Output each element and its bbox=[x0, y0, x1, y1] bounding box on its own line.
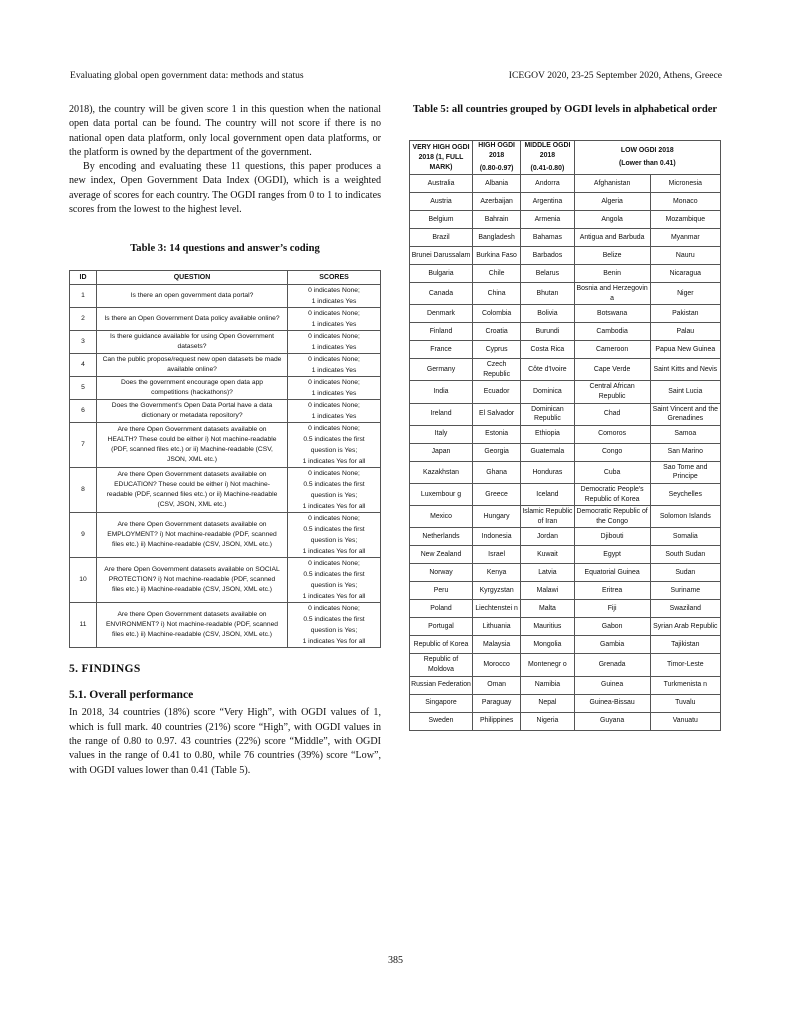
table3-caption: Table 3: 14 questions and answer’s coding bbox=[130, 243, 320, 255]
table5-country-cell: Lithuania bbox=[473, 618, 521, 636]
table5-country-cell: Tuvalu bbox=[650, 694, 720, 712]
table5-country-cell: Costa Rica bbox=[521, 341, 574, 359]
table5-country-cell: Democratic Republic of the Congo bbox=[574, 506, 650, 528]
table5-country-cell: Paraguay bbox=[473, 694, 521, 712]
table5-country-cell: Comoros bbox=[574, 425, 650, 443]
table5-country-cell: Burundi bbox=[521, 323, 574, 341]
table3-id-cell: 10 bbox=[70, 558, 97, 603]
table5-country-cell: Montenegr o bbox=[521, 654, 574, 676]
table5-country-cell: Algeria bbox=[574, 193, 650, 211]
table5-row bbox=[410, 443, 721, 461]
table5-header-title: LOW OGDI 2018 bbox=[620, 147, 674, 154]
table5-country-cell: Solomon Islands bbox=[650, 506, 720, 528]
table3-score-line: 1 indicates Yes for all bbox=[302, 593, 366, 601]
page-number: 385 bbox=[388, 955, 403, 966]
table5-country-cell: San Marino bbox=[650, 443, 720, 461]
paragraph-ogdi-definition: By encoding and evaluating these 11 questions, this paper produces a new index, Open Government Data Index (OGDI), which is a weighted average of scores for each country. The OGDI ranges from 0 to 1 to indicates scores from the lowest to the highest level. bbox=[69, 161, 381, 216]
table5-country-cell: Saint Kitts and Nevis bbox=[650, 359, 720, 381]
table3-scores-cell bbox=[288, 354, 381, 377]
table3-score-line: 1 indicates Yes bbox=[311, 344, 357, 352]
table5-country-cell: Brazil bbox=[410, 229, 473, 247]
table5-country-cell: Bangladesh bbox=[473, 229, 521, 247]
table3-score-line: 1 indicates Yes for all bbox=[302, 458, 366, 466]
table5-country-cell: Fiji bbox=[574, 600, 650, 618]
table5-row bbox=[410, 305, 721, 323]
table3-score-line: 0 indicates None; bbox=[308, 605, 360, 613]
right-column bbox=[409, 103, 721, 731]
table5-country-cell: Côte d'Ivoire bbox=[521, 359, 574, 381]
left-column bbox=[69, 103, 381, 778]
table5-country-cell: France bbox=[410, 341, 473, 359]
table3-row bbox=[70, 513, 381, 558]
table5-country-cell: Suriname bbox=[650, 582, 720, 600]
table5-country-cell: Tajikistan bbox=[650, 636, 720, 654]
table5-country-cell: Luxembour g bbox=[410, 483, 473, 505]
table3-question-cell: Are there Open Government datasets available on EMPLOYMENT? i) Not machine-readable (PDF, scanned files etc.) ii) Machine-readable (CSV, JSON, XML etc.) bbox=[97, 513, 288, 558]
table5-country-cell: Malta bbox=[521, 600, 574, 618]
table5-country-cell: Kuwait bbox=[521, 546, 574, 564]
table5-row bbox=[410, 506, 721, 528]
table3-id-cell: 7 bbox=[70, 423, 97, 468]
table3-score-line: 1 indicates Yes bbox=[311, 367, 357, 375]
table5-country-cell: Myanmar bbox=[650, 229, 720, 247]
table5-country-cell: Bahamas bbox=[521, 229, 574, 247]
table5-country-cell: Turkmenista n bbox=[650, 676, 720, 694]
table5 bbox=[409, 140, 721, 731]
table5-country-cell: Croatia bbox=[473, 323, 521, 341]
table5-row bbox=[410, 175, 721, 193]
table3-question-cell: Is there guidance available for using Open Government datasets? bbox=[97, 331, 288, 354]
table5-row bbox=[410, 403, 721, 425]
table5-row bbox=[410, 211, 721, 229]
table3-score-line: 0.5 indicates the first question is Yes; bbox=[303, 571, 365, 590]
table5-country-cell: Morocco bbox=[473, 654, 521, 676]
table3-score-line: 0 indicates None; bbox=[308, 356, 360, 364]
table5-country-cell: Grenada bbox=[574, 654, 650, 676]
table5-country-cell: Iceland bbox=[521, 483, 574, 505]
table5-country-cell: Latvia bbox=[521, 564, 574, 582]
table3-score-line: 0 indicates None; bbox=[308, 379, 360, 387]
running-header-title: Evaluating global open government data: methods and status bbox=[70, 70, 304, 81]
table3-row bbox=[70, 308, 381, 331]
table5-country-cell: Jordan bbox=[521, 528, 574, 546]
table3-score-line: 0 indicates None; bbox=[308, 310, 360, 318]
table5-country-cell: Canada bbox=[410, 283, 473, 305]
table5-country-cell: Kazakhstan bbox=[410, 461, 473, 483]
table5-header-range: (Lower than 0.41) bbox=[618, 160, 676, 167]
table5-row bbox=[410, 359, 721, 381]
table5-country-cell: Mauritius bbox=[521, 618, 574, 636]
table3-id-cell: 1 bbox=[70, 285, 97, 308]
table3-row bbox=[70, 558, 381, 603]
table5-country-cell: Kyrgyzstan bbox=[473, 582, 521, 600]
table5-row bbox=[410, 193, 721, 211]
table5-country-cell: Malaysia bbox=[473, 636, 521, 654]
table5-country-cell: Chile bbox=[473, 265, 521, 283]
table5-country-cell: Bahrain bbox=[473, 211, 521, 229]
table5-header-range: (0.80-0.97) bbox=[479, 165, 514, 172]
table3-id-cell: 2 bbox=[70, 308, 97, 331]
table5-row bbox=[410, 582, 721, 600]
table3-id-cell: 6 bbox=[70, 400, 97, 423]
table5-country-cell: Bolivia bbox=[521, 305, 574, 323]
table3-score-line: 1 indicates Yes for all bbox=[302, 503, 366, 511]
table3-question-cell: Can the public propose/request new open datasets be made available online? bbox=[97, 354, 288, 377]
table5-country-cell: Nicaragua bbox=[650, 265, 720, 283]
table3-scores-cell bbox=[288, 331, 381, 354]
table5-country-cell: Philippines bbox=[473, 712, 521, 730]
table3-score-line: 0 indicates None; bbox=[308, 560, 360, 568]
table3-score-line: 0 indicates None; bbox=[308, 402, 360, 410]
table5-country-cell: Guyana bbox=[574, 712, 650, 730]
table3-row bbox=[70, 423, 381, 468]
table5-country-cell: Azerbaijan bbox=[473, 193, 521, 211]
table3-id-cell: 5 bbox=[70, 377, 97, 400]
table5-row bbox=[410, 425, 721, 443]
table5-country-cell: Vanuatu bbox=[650, 712, 720, 730]
table3-score-line: 1 indicates Yes for all bbox=[302, 548, 366, 556]
table5-header-cell bbox=[521, 141, 574, 175]
table3-header-cell: SCORES bbox=[288, 271, 381, 285]
table5-country-cell: Finland bbox=[410, 323, 473, 341]
table5-country-cell: South Sudan bbox=[650, 546, 720, 564]
table5-header-cell bbox=[410, 141, 473, 175]
table5-country-cell: Liechtenstei n bbox=[473, 600, 521, 618]
table3-question-cell: Are there Open Government datasets available on SOCIAL PROTECTION? i) Not machine-readable (PDF, scanned files etc.) ii) Machine-readable (CSV, JSON, XML etc.) bbox=[97, 558, 288, 603]
table3-score-line: 0.5 indicates the first question is Yes; bbox=[303, 526, 365, 545]
table5-country-cell: Ethiopia bbox=[521, 425, 574, 443]
table5-header-title: HIGH OGDI 2018 bbox=[478, 142, 515, 159]
table5-country-cell: Kenya bbox=[473, 564, 521, 582]
table5-country-cell: Israel bbox=[473, 546, 521, 564]
table5-row bbox=[410, 712, 721, 730]
paragraph-overall-performance: In 2018, 34 countries (18%) score “Very High”, with OGDI values of 1, which is full mark. 40 countries (21%) score “High”, with OGDI values in the range of 0.80 to 0.97. 43 countries (22%) score “Middle”, with OGDI values in the range of 0.41 to 0.80, while 76 countries (39%) score “Low”, with OGDI values lower than 0.41 (Table 5). bbox=[69, 707, 381, 776]
table5-country-cell: Sweden bbox=[410, 712, 473, 730]
table5-country-cell: Peru bbox=[410, 582, 473, 600]
table5-country-cell: Benin bbox=[574, 265, 650, 283]
table3-score-line: 1 indicates Yes bbox=[311, 321, 357, 329]
table5-country-cell: Denmark bbox=[410, 305, 473, 323]
table5-country-cell: Cuba bbox=[574, 461, 650, 483]
table5-country-cell: Ghana bbox=[473, 461, 521, 483]
table5-country-cell: Australia bbox=[410, 175, 473, 193]
table3-id-cell: 9 bbox=[70, 513, 97, 558]
table3-row bbox=[70, 331, 381, 354]
running-header-venue: ICEGOV 2020, 23-25 September 2020, Athens, Greece bbox=[508, 70, 722, 81]
table5-country-cell: Cyprus bbox=[473, 341, 521, 359]
table5-country-cell: Syrian Arab Republic bbox=[650, 618, 720, 636]
paragraph-continuation: 2018), the country will be given score 1 in this question when the national open data portal can be found. The country will not score if there is no national open data platform, only local government open data platforms, or the platform is owned by the department of the government. bbox=[69, 104, 381, 158]
table3-id-cell: 4 bbox=[70, 354, 97, 377]
table5-country-cell: Poland bbox=[410, 600, 473, 618]
table3-id-cell: 3 bbox=[70, 331, 97, 354]
table5-country-cell: El Salvador bbox=[473, 403, 521, 425]
table5-country-cell: Bhutan bbox=[521, 283, 574, 305]
table3-scores-cell bbox=[288, 423, 381, 468]
table3-row bbox=[70, 285, 381, 308]
table5-country-cell: Micronesia bbox=[650, 175, 720, 193]
table5-country-cell: Gabon bbox=[574, 618, 650, 636]
table3-row bbox=[70, 603, 381, 648]
table3-score-line: 1 indicates Yes bbox=[311, 298, 357, 306]
table5-country-cell: Italy bbox=[410, 425, 473, 443]
table5-country-cell: Andorra bbox=[521, 175, 574, 193]
table5-caption: Table 5: all countries grouped by OGDI levels in alphabetical order bbox=[412, 104, 718, 115]
table3-score-line: 1 indicates Yes bbox=[311, 413, 357, 421]
table5-row bbox=[410, 564, 721, 582]
table5-country-cell: Cameroon bbox=[574, 341, 650, 359]
table5-country-cell: Belgium bbox=[410, 211, 473, 229]
table5-country-cell: Seychelles bbox=[650, 483, 720, 505]
table5-row bbox=[410, 600, 721, 618]
table3-score-line: 1 indicates Yes bbox=[311, 390, 357, 398]
table5-country-cell: Armenia bbox=[521, 211, 574, 229]
table5-country-cell: Mongolia bbox=[521, 636, 574, 654]
table5-row bbox=[410, 247, 721, 265]
table5-country-cell: Hungary bbox=[473, 506, 521, 528]
table3-score-line: 0 indicates None; bbox=[308, 425, 360, 433]
table5-row bbox=[410, 265, 721, 283]
table3-row bbox=[70, 354, 381, 377]
table5-country-cell: Indonesia bbox=[473, 528, 521, 546]
table5-country-cell: Dominican Republic bbox=[521, 403, 574, 425]
table5-row bbox=[410, 676, 721, 694]
table5-country-cell: Namibia bbox=[521, 676, 574, 694]
table5-country-cell: Belize bbox=[574, 247, 650, 265]
table5-country-cell: Japan bbox=[410, 443, 473, 461]
table5-country-cell: Guatemala bbox=[521, 443, 574, 461]
table5-row bbox=[410, 381, 721, 403]
table5-row bbox=[410, 341, 721, 359]
table5-country-cell: Guinea-Bissau bbox=[574, 694, 650, 712]
table5-country-cell: Sao Tome and Principe bbox=[650, 461, 720, 483]
table3-score-line: 1 indicates Yes for all bbox=[302, 638, 366, 646]
table5-country-cell: Samoa bbox=[650, 425, 720, 443]
table3-question-cell: Does the government encourage open data app competitions (hackathons)? bbox=[97, 377, 288, 400]
table5-country-cell: Sudan bbox=[650, 564, 720, 582]
table5-header-cell bbox=[473, 141, 521, 175]
table5-country-cell: Timor-Leste bbox=[650, 654, 720, 676]
table3-question-cell: Are there Open Government datasets available on ENVIRONMENT? i) Not machine-readable (PDF, scanned files etc.) ii) Machine-readable (CSV, JSON, XML etc.) bbox=[97, 603, 288, 648]
table5-header-cell bbox=[574, 141, 720, 175]
table3-score-line: 0.5 indicates the first question is Yes; bbox=[303, 616, 365, 635]
table5-country-cell: Barbados bbox=[521, 247, 574, 265]
table5-country-cell: Mexico bbox=[410, 506, 473, 528]
table5-country-cell: Estonia bbox=[473, 425, 521, 443]
table5-row bbox=[410, 618, 721, 636]
table5-country-cell: Congo bbox=[574, 443, 650, 461]
table5-country-cell: Czech Republic bbox=[473, 359, 521, 381]
table3-row bbox=[70, 468, 381, 513]
table5-country-cell: Albania bbox=[473, 175, 521, 193]
table3-scores-cell bbox=[288, 468, 381, 513]
table5-country-cell: Pakistan bbox=[650, 305, 720, 323]
table3-score-line: 0 indicates None; bbox=[308, 470, 360, 478]
table3-row bbox=[70, 377, 381, 400]
table5-country-cell: Niger bbox=[650, 283, 720, 305]
table3-scores-cell bbox=[288, 558, 381, 603]
table5-country-cell: Gambia bbox=[574, 636, 650, 654]
table5-country-cell: Guinea bbox=[574, 676, 650, 694]
table5-header-range: (0.41-0.80) bbox=[530, 165, 565, 172]
table3-score-line: 0.5 indicates the first question is Yes; bbox=[303, 436, 365, 455]
table5-country-cell: Egypt bbox=[574, 546, 650, 564]
table5-country-cell: Equatorial Guinea bbox=[574, 564, 650, 582]
table3-scores-cell bbox=[288, 308, 381, 331]
table5-country-cell: Central African Republic bbox=[574, 381, 650, 403]
table5-country-cell: Monaco bbox=[650, 193, 720, 211]
table3-scores-cell bbox=[288, 285, 381, 308]
table3-question-cell: Is there an open government data portal? bbox=[97, 285, 288, 308]
table5-country-cell: Eritrea bbox=[574, 582, 650, 600]
table5-country-cell: Cape Verde bbox=[574, 359, 650, 381]
table3-id-cell: 11 bbox=[70, 603, 97, 648]
table3-row bbox=[70, 400, 381, 423]
table5-country-cell: Burkina Faso bbox=[473, 247, 521, 265]
table3-scores-cell bbox=[288, 513, 381, 558]
table3-id-cell: 8 bbox=[70, 468, 97, 513]
table5-row bbox=[410, 546, 721, 564]
table5-country-cell: New Zealand bbox=[410, 546, 473, 564]
table5-row bbox=[410, 694, 721, 712]
table5-country-cell: Singapore bbox=[410, 694, 473, 712]
table3-score-line: 0 indicates None; bbox=[308, 333, 360, 341]
table5-header-title: MIDDLE OGDI 2018 bbox=[524, 142, 571, 159]
table5-country-cell: Antigua and Barbuda bbox=[574, 229, 650, 247]
table5-country-cell: Djibouti bbox=[574, 528, 650, 546]
table5-country-cell: Colombia bbox=[473, 305, 521, 323]
table5-country-cell: China bbox=[473, 283, 521, 305]
table5-row bbox=[410, 283, 721, 305]
table3-score-line: 0.5 indicates the first question is Yes; bbox=[303, 481, 365, 500]
table3-question-cell: Does the Government’s Open Data Portal have a data dictionary or metadata repository? bbox=[97, 400, 288, 423]
table5-country-cell: Botswana bbox=[574, 305, 650, 323]
table5-country-cell: Netherlands bbox=[410, 528, 473, 546]
table5-country-cell: Portugal bbox=[410, 618, 473, 636]
table3-header-cell: ID bbox=[70, 271, 97, 285]
table5-country-cell: Honduras bbox=[521, 461, 574, 483]
table5-country-cell: Cambodia bbox=[574, 323, 650, 341]
table5-country-cell: Ecuador bbox=[473, 381, 521, 403]
table5-country-cell: Brunei Darussalam bbox=[410, 247, 473, 265]
table5-country-cell: Republic of Korea bbox=[410, 636, 473, 654]
table5-country-cell: Nauru bbox=[650, 247, 720, 265]
table3-question-cell: Are there Open Government datasets available on HEALTH? These could be either i) Not machine-readable (PDF, scanned files etc.) or ii) Machine-readable (CSV, JSON, XML etc.) bbox=[97, 423, 288, 468]
table5-country-cell: Austria bbox=[410, 193, 473, 211]
table5-country-cell: Georgia bbox=[473, 443, 521, 461]
table5-row bbox=[410, 483, 721, 505]
table3-header-cell: QUESTION bbox=[97, 271, 288, 285]
table5-country-cell: Saint Vincent and the Grenadines bbox=[650, 403, 720, 425]
section-heading-findings: 5. FINDINGS bbox=[69, 662, 141, 676]
table5-country-cell: Oman bbox=[473, 676, 521, 694]
table5-country-cell: Nigeria bbox=[521, 712, 574, 730]
table5-country-cell: Greece bbox=[473, 483, 521, 505]
table3-scores-cell bbox=[288, 603, 381, 648]
table5-country-cell: Malawi bbox=[521, 582, 574, 600]
table5-country-cell: Somalia bbox=[650, 528, 720, 546]
table5-row bbox=[410, 654, 721, 676]
table5-country-cell: Germany bbox=[410, 359, 473, 381]
table5-country-cell: Russian Federation bbox=[410, 676, 473, 694]
table5-row bbox=[410, 528, 721, 546]
table5-country-cell: Belarus bbox=[521, 265, 574, 283]
table5-country-cell: Afghanistan bbox=[574, 175, 650, 193]
table5-country-cell: Saint Lucia bbox=[650, 381, 720, 403]
table5-country-cell: Nepal bbox=[521, 694, 574, 712]
table5-row bbox=[410, 636, 721, 654]
table5-country-cell: Papua New Guinea bbox=[650, 341, 720, 359]
table5-country-cell: Democratic People's Republic of Korea bbox=[574, 483, 650, 505]
table5-country-cell: Bosnia and Herzegovin a bbox=[574, 283, 650, 305]
table5-country-cell: Palau bbox=[650, 323, 720, 341]
table5-country-cell: Angola bbox=[574, 211, 650, 229]
table5-row bbox=[410, 229, 721, 247]
table3-question-cell: Is there an Open Government Data policy available online? bbox=[97, 308, 288, 331]
table5-country-cell: Swaziland bbox=[650, 600, 720, 618]
subsection-heading-overall-performance: 5.1. Overall performance bbox=[69, 688, 194, 702]
table5-header-title: VERY HIGH OGDI 2018 (1, FULL MARK) bbox=[412, 143, 470, 171]
table5-country-cell: Chad bbox=[574, 403, 650, 425]
table5-country-cell: Norway bbox=[410, 564, 473, 582]
table5-country-cell: Bulgaria bbox=[410, 265, 473, 283]
table3-score-line: 0 indicates None; bbox=[308, 515, 360, 523]
table3-score-line: 0 indicates None; bbox=[308, 287, 360, 295]
table5-country-cell: Republic of Moldova bbox=[410, 654, 473, 676]
table5-country-cell: Argentina bbox=[521, 193, 574, 211]
table5-country-cell: India bbox=[410, 381, 473, 403]
table5-country-cell: Islamic Republic of Iran bbox=[521, 506, 574, 528]
table3-question-cell: Are there Open Government datasets available on EDUCATION? These could be either i) Not machine-readable (PDF, scanned files etc.) or ii) Machine-readable (CSV, JSON, XML etc.) bbox=[97, 468, 288, 513]
table5-country-cell: Mozambique bbox=[650, 211, 720, 229]
table5-country-cell: Ireland bbox=[410, 403, 473, 425]
table5-row bbox=[410, 461, 721, 483]
table5-row bbox=[410, 323, 721, 341]
table3-scores-cell bbox=[288, 377, 381, 400]
table3-scores-cell bbox=[288, 400, 381, 423]
table3 bbox=[69, 270, 381, 648]
table5-country-cell: Dominica bbox=[521, 381, 574, 403]
